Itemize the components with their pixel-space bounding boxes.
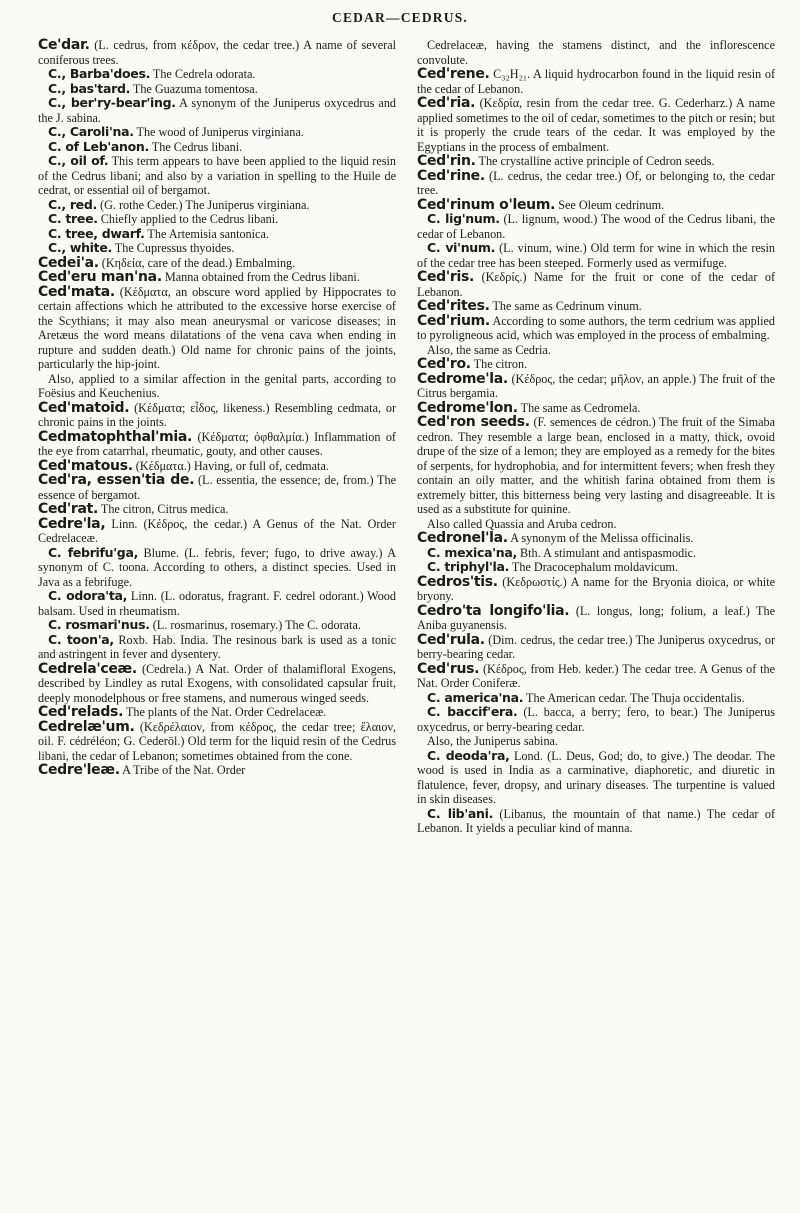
entry-definition: The Cedrus libani. (151, 139, 243, 154)
dictionary-entry (417, 415, 775, 517)
entry-headword: Cedros'tis. (417, 573, 498, 590)
entry-headword: Ced'matoid. (38, 399, 130, 416)
entry-headword: C., white. (48, 240, 112, 255)
entry-definition: (Cedrela.) A Nat. Order of thalamifloral Exogens, described by Lindley as rutal Exogens, with consolidated capsular fruit, deeply monodelphous or free stamens, and numerous winged seeds. (38, 661, 396, 705)
entry-definition: The same as Cedromela. (520, 400, 641, 415)
entry-headword: Cedronel'la. (417, 530, 508, 546)
entry-definition: The same as Cedrinum vinum. (492, 299, 642, 313)
entry-definition: C₃₂H₂₁. A liquid hydrocarbon found in the liquid resin of the cedar of Lebanon. (417, 67, 776, 96)
entry-headword: Ced'mata. (38, 283, 115, 300)
entry-definition: (L. essentia, the essence; de, from.) The essence of bergamot. (38, 473, 396, 502)
entry-definition: (Κέδματα; ὀφθαλμία.) Inflammation of the eye from catarrhal, rheumatic, gouty, and other causes. (38, 429, 396, 458)
dictionary-entry (417, 705, 775, 734)
dictionary-entry (38, 633, 396, 662)
dictionary-entry (417, 372, 775, 401)
entry-definition: (L. longus, long; folium, a leaf.) The Aniba guyanensis. (417, 603, 775, 632)
dictionary-continuation (38, 372, 396, 401)
entry-headword: Cedmatophthal'mia. (38, 428, 193, 445)
entry-definition: See Oleum cedrinum. (558, 197, 665, 212)
entry-headword: Ced'ria. (417, 95, 476, 111)
dictionary-entry (417, 662, 775, 691)
entry-headword: Ce'dar. (38, 37, 90, 53)
entry-headword: Ced'relads. (38, 704, 124, 720)
entry-headword: C. deoda'ra, (427, 747, 510, 763)
dictionary-continuation (417, 517, 775, 532)
entry-headword: Ced'rine. (417, 167, 485, 184)
dictionary-entry (38, 546, 396, 590)
entry-definition: Blume. (L. febris, fever; fugo, to drive away.) A synonym of C. toona. According to others, a distinct species. Used in Java as a febrifuge. (38, 545, 397, 589)
entry-definition: The Artemisia santonica. (147, 226, 269, 241)
entry-definition: (L. vinum, wine.) Old term for wine in which the resin of the cedar tree has been steeped. Formerly used as vermifuge. (417, 241, 776, 270)
entry-definition: Lond. (L. Deus, God; do, to give.) The deodar. The wood is used in India as a carminative, diaphoretic, and diuretic in flatulence, fever, dropsy, and urinary diseases. The turpentine is valued in skin diseases. (417, 748, 776, 806)
entry-definition: (Κέδματα, an obscure word applied by Hippocrates to certain affections which he attributed to the excessive horse exercise of the Scythians; it may also mean aneurysmal or varicose diseases; in Aretæus the word means dilatations of the vena cava when ending in rupture and sudden death.) Old name for chronic pains of the joints, particularly the hip-joint. (38, 284, 396, 371)
entry-definition: (L. cedrus, from κέδρον, the cedar tree.) A name of several coniferous trees. (38, 38, 396, 67)
entry-definition: The citron. (473, 357, 528, 371)
entry-definition: (L. rosmarinus, rosemary.) The C. odorata. (152, 618, 361, 632)
entry-definition: The American cedar. The Thuja occidentalis. (526, 690, 745, 705)
dictionary-entry (38, 618, 396, 633)
entry-definition: Cedrelaceæ, having the stamens distinct, and the inflorescence convolute. (417, 38, 775, 67)
entry-definition: The Cupressus thyoides. (114, 241, 235, 255)
entry-headword: Ced'rula. (417, 631, 485, 648)
entry-definition: The Guazuma tomentosa. (132, 81, 258, 96)
entry-headword: Ced'eru man'na. (38, 269, 162, 285)
entry-headword: C. febrifu'ga, (48, 544, 139, 560)
entry-definition: (F. semences de cédron.) The fruit of the Simaba cedron. They resemble a large bean, enclosed in a matty, thick, ovoid drupe of the size of a lemon; they are employed as a remedy for the bites of serpents, for hydrophobia, and for intermittent fevers; when fresh they contain an oily matter, and the whitish farina obtained from them is extremely bitter, this bitterness being very lasting and disagreeable. It is used as a substitute for quinine. (417, 415, 776, 516)
entry-headword: C. vi'num. (427, 240, 496, 255)
dictionary-entry (38, 401, 396, 430)
dictionary-entry (417, 575, 775, 604)
dictionary-entry (38, 125, 396, 140)
dictionary-entry (38, 198, 396, 213)
entry-headword: Cedrelæ'um. (38, 718, 135, 735)
dictionary-entry (38, 38, 396, 67)
entry-headword: C., Caroli'na. (48, 124, 134, 139)
entry-definition: Chiefly applied to the Cedrus libani. (100, 212, 279, 226)
dictionary-entry (417, 357, 775, 372)
entry-headword: Cedrome'lon. (417, 399, 518, 416)
entry-headword: Ced'rene. (417, 66, 490, 82)
entry-definition: (L. bacca, a berry; fero, to bear.) The Juniperus oxycedrus, or berry-bearing cedar. (417, 705, 775, 734)
entry-definition: (Κεδρίς.) Name for the fruit or cone of the cedar of Lebanon. (417, 270, 776, 299)
dictionary-entry (38, 705, 396, 720)
entry-headword: C., bas'tard. (48, 80, 131, 96)
entry-definition: The crystalline active principle of Cedron seeds. (478, 154, 715, 168)
dictionary-entry (38, 473, 396, 502)
entry-headword: C. mexica'na, (427, 544, 517, 560)
dictionary-entry (417, 314, 775, 343)
dictionary-entry (417, 560, 775, 575)
dictionary-entry (417, 401, 775, 416)
entry-definition: Roxb. Hab. India. The resinous bark is used as a tonic and astringent in fever and dysentery. (38, 632, 397, 661)
entry-headword: Cedro'ta longifo'lia. (417, 602, 570, 619)
dictionary-entry (38, 430, 396, 459)
entry-headword: Ced'rin. (417, 153, 476, 169)
entry-headword: C., red. (48, 196, 97, 212)
entry-headword: C. tree. (48, 211, 98, 226)
entry-definition: Also, applied to a similar affection in the genital parts, according to Foësius and Keuchenius. (38, 371, 396, 400)
entry-headword: C., ber'ry-bear'ing. (48, 95, 176, 110)
entry-definition: The plants of the Nat. Order Cedrelaceæ. (125, 705, 327, 719)
dictionary-entry (417, 299, 775, 314)
entry-headword: Ced'rat. (38, 501, 99, 517)
right-column (417, 38, 775, 836)
dictionary-entry (417, 96, 775, 154)
entry-definition: (Κεδρωστίς.) A name for the Bryonia dioica, or white bryony. (417, 574, 775, 603)
dictionary-entry (38, 270, 396, 285)
entry-definition: According to some authors, the term cedrium was applied to pyroligneous acid, which was employed in the process of embalming. (417, 313, 776, 342)
left-column (38, 38, 396, 778)
entry-definition: (L. cedrus, the cedar tree.) Of, or belonging to, the cedar tree. (417, 168, 775, 197)
running-header: CEDAR—CEDRUS. (332, 10, 468, 25)
dictionary-entry (38, 285, 396, 372)
entry-definition: (Dim. cedrus, the cedar tree.) The Juniperus oxycedrus, or berry-bearing cedar. (417, 632, 776, 661)
dictionary-entry (38, 763, 396, 778)
entry-headword: Cedrela'ceæ. (38, 660, 137, 677)
entry-headword: C. lib'ani. (427, 805, 494, 821)
entry-headword: C. odora'ta, (48, 588, 128, 603)
entry-headword: Ced'rinum o'leum. (417, 196, 556, 213)
dictionary-entry (417, 198, 775, 213)
entry-headword: Ced'rites. (417, 298, 490, 314)
dictionary-entry (417, 604, 775, 633)
entry-headword: Ced'ro. (417, 356, 471, 372)
entry-headword: Cedre'leæ. (38, 762, 120, 778)
entry-headword: C. tree, dwarf. (48, 225, 145, 241)
entry-definition: A synonym of the Melissa officinalis. (510, 531, 694, 545)
entry-definition: A synonym of the Juniperus oxycedrus and the J. sabina. (38, 96, 397, 125)
entry-headword: Ced'rus. (417, 660, 480, 677)
entry-definition: Also called Quassia and Aruba cedron. (427, 516, 617, 531)
dictionary-continuation (417, 343, 775, 358)
entry-definition: (L. lignum, wood.) The wood of the Cedrus libani, the cedar of Lebanon. (417, 212, 775, 241)
entry-definition: (Κέδρος, the cedar; μῆλον, an apple.) The fruit of the Citrus bergamia. (417, 371, 775, 400)
entry-definition: Bth. A stimulant and antispasmodic. (520, 545, 697, 560)
dictionary-continuation (417, 734, 775, 749)
entry-headword: Cedrome'la. (417, 370, 508, 387)
entry-headword: C., oil of. (48, 153, 109, 168)
entry-definition: (Κηδεία, care of the dead.) Embalming. (101, 255, 296, 270)
dictionary-entry (38, 227, 396, 242)
entry-definition: The Dracocephalum moldavicum. (511, 560, 679, 574)
entry-definition: (Κέδματα.) Having, or full of, cedmata. (135, 458, 329, 473)
dictionary-entry (417, 270, 775, 299)
dictionary-entry (38, 212, 396, 227)
dictionary-entry (38, 459, 396, 474)
dictionary-entry (38, 662, 396, 706)
dictionary-entry (417, 546, 775, 561)
dictionary-entry (417, 67, 775, 96)
dictionary-entry (417, 241, 775, 270)
entry-headword: Ced'ris. (417, 269, 475, 285)
entry-headword: C. toon'a, (48, 631, 114, 647)
entry-definition: (Κεδρέλαιον, from κέδρος, the cedar tree; ἔλαιον, oil. F. cédréléon; G. Cederöl.) Old term for the liquid resin of the Cedrus libani, the cedar of Lebanon; sometimes obtained from the cone. (38, 719, 397, 763)
dictionary-entry (417, 749, 775, 807)
dictionary-entry (417, 212, 775, 241)
entry-definition: Linn. (L. odoratus, fragrant. F. cedrel odorant.) Wood balsam. Used in rheumatism. (38, 589, 396, 618)
entry-definition: Also, the Juniperus sabina. (427, 734, 558, 748)
entry-definition: The wood of Juniperus virginiana. (136, 125, 304, 139)
dictionary-entry (38, 154, 396, 198)
entry-headword: C., Barba'does. (48, 66, 151, 81)
entry-headword: C. of Leb'anon. (48, 138, 149, 154)
entry-definition: Linn. (Κέδρος, the cedar.) A Genus of the Nat. Order Cedrelaceæ. (38, 516, 396, 545)
dictionary-entry (38, 241, 396, 256)
dictionary-entry (417, 531, 775, 546)
entry-definition: Manna obtained from the Cedrus libani. (164, 270, 360, 284)
dictionary-entry (417, 169, 775, 198)
dictionary-entry (38, 720, 396, 764)
dictionary-entry (38, 96, 396, 125)
entry-definition: (Κέδρος, from Heb. keder.) The cedar tree. A Genus of the Nat. Order Coniferæ. (417, 661, 775, 690)
entry-headword: Cedei'a. (38, 254, 99, 271)
entry-headword: C. baccif'era. (427, 704, 518, 719)
entry-headword: Ced'ron seeds. (417, 414, 530, 430)
dictionary-entry (38, 502, 396, 517)
entry-headword: Ced'matous. (38, 457, 133, 474)
dictionary-continuation (417, 38, 775, 67)
dictionary-entry (417, 807, 775, 836)
entry-definition: (Κέδματα; εἶδος, likeness.) Resembling cedmata, or chronic pains in the joints. (38, 400, 397, 429)
entry-definition: This term appears to have been applied to the liquid resin of the Cedrus libani; and also by a variation in spelling to the Huile de cedrat, or essential oil of bergamot. (38, 154, 396, 197)
dictionary-entry (38, 67, 396, 82)
entry-definition: (G. rothe Ceder.) The Juniperus virginiana. (100, 197, 310, 212)
dictionary-entry (417, 691, 775, 706)
entry-definition: (Libanus, the mountain of that name.) The cedar of Lebanon. It yields a peculiar kind of manna. (417, 806, 776, 835)
entry-headword: Cedre'la, (38, 515, 106, 532)
dictionary-entry (38, 589, 396, 618)
dictionary-entry (38, 517, 396, 546)
dictionary-entry (38, 140, 396, 155)
entry-definition: A Tribe of the Nat. Order (122, 763, 246, 777)
entry-definition: The citron, Citrus medica. (100, 502, 229, 516)
entry-headword: C. america'na. (427, 689, 524, 705)
entry-headword: Ced'rium. (417, 312, 490, 329)
entry-definition: Also, the same as Cedria. (427, 342, 551, 357)
dictionary-entry (417, 154, 775, 169)
entry-headword: C. triphyl'la. (427, 559, 510, 574)
entry-headword: C. lig'num. (427, 211, 500, 226)
entry-definition: The Cedrela odorata. (152, 67, 256, 81)
entry-headword: C. rosmari'nus. (48, 617, 150, 632)
entry-headword: Ced'ra, essen'tia de. (38, 472, 195, 488)
dictionary-entry (417, 633, 775, 662)
dictionary-entry (38, 82, 396, 97)
dictionary-entry (38, 256, 396, 271)
entry-definition: (Κεδρία, resin from the cedar tree. G. Cederharz.) A name applied sometimes to the oil of cedar, sometimes to the pitch or resin; but it is properly the crude tears of the cedar. It was employed by the Egyptians in the process of embalment. (417, 96, 775, 154)
